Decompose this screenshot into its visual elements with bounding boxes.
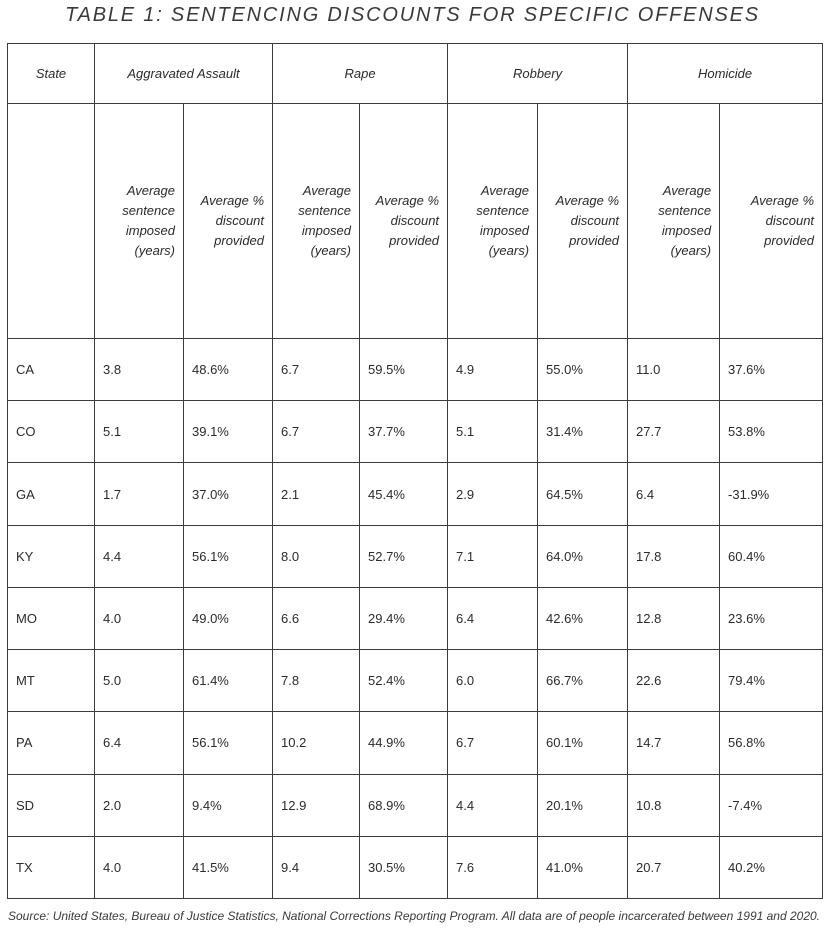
- value-cell: 56.8%: [720, 712, 823, 774]
- state-cell: PA: [8, 712, 95, 774]
- sub-header-line: provided: [214, 233, 265, 248]
- sub-header-robbery-sentence: [448, 104, 538, 339]
- value-cell: 9.4%: [184, 774, 273, 836]
- sub-header-rape-sentence: [273, 104, 360, 339]
- sub-header-homicide-sentence: [628, 104, 720, 339]
- value-cell: 4.0: [95, 587, 184, 649]
- value-cell: 37.0%: [184, 463, 273, 525]
- group-header-aggravated-assault: Aggravated Assault: [95, 44, 273, 104]
- value-cell: 39.1%: [184, 401, 273, 463]
- value-cell: -7.4%: [720, 774, 823, 836]
- value-cell: 4.4: [95, 525, 184, 587]
- value-cell: 6.7: [448, 712, 538, 774]
- sub-header-row: [8, 104, 823, 339]
- sub-header-line: imposed: [301, 223, 352, 238]
- table-row: [8, 650, 823, 712]
- value-cell: 29.4%: [360, 587, 448, 649]
- sub-header-line: Average %: [375, 193, 440, 208]
- value-cell: 6.0: [448, 650, 538, 712]
- value-cell: 31.4%: [538, 401, 628, 463]
- table-row: [8, 339, 823, 401]
- sub-header-line: sentence: [122, 203, 175, 218]
- sub-header-line: provided: [569, 233, 620, 248]
- state-cell: TX: [8, 836, 95, 898]
- group-header-rape: Rape: [273, 44, 448, 104]
- state-cell: CO: [8, 401, 95, 463]
- value-cell: 37.7%: [360, 401, 448, 463]
- sub-header-line: Average: [126, 183, 175, 198]
- value-cell: 5.1: [448, 401, 538, 463]
- table-title: TABLE 1: SENTENCING DISCOUNTS FOR SPECIFIC OFFENSES: [65, 4, 760, 26]
- value-cell: 27.7: [628, 401, 720, 463]
- sub-header-rape-discount: [360, 104, 448, 339]
- value-cell: 3.8: [95, 339, 184, 401]
- table-row: [8, 836, 823, 898]
- sub-header-aggravated-assault-discount: [184, 104, 273, 339]
- value-cell: 52.4%: [360, 650, 448, 712]
- value-cell: 60.1%: [538, 712, 628, 774]
- value-cell: 37.6%: [720, 339, 823, 401]
- state-cell: MO: [8, 587, 95, 649]
- sub-header-line: sentence: [658, 203, 712, 218]
- table-row: [8, 401, 823, 463]
- value-cell: 12.9: [273, 774, 360, 836]
- sub-header-line: (years): [488, 243, 530, 258]
- sub-header-robbery-discount: [538, 104, 628, 339]
- value-cell: 2.1: [273, 463, 360, 525]
- value-cell: 79.4%: [720, 650, 823, 712]
- sub-header-homicide-discount: [720, 104, 823, 339]
- state-cell: KY: [8, 525, 95, 587]
- value-cell: 7.6: [448, 836, 538, 898]
- value-cell: 4.0: [95, 836, 184, 898]
- value-cell: 41.5%: [184, 836, 273, 898]
- value-cell: 6.4: [448, 587, 538, 649]
- value-cell: 49.0%: [184, 587, 273, 649]
- state-sub-header-empty: [8, 104, 95, 339]
- sub-header-line: (years): [310, 243, 352, 258]
- value-cell: 23.6%: [720, 587, 823, 649]
- value-cell: 1.7: [95, 463, 184, 525]
- value-cell: 56.1%: [184, 525, 273, 587]
- value-cell: 12.8: [628, 587, 720, 649]
- value-cell: 4.4: [448, 774, 538, 836]
- state-header: State: [8, 44, 95, 104]
- sub-header-line: discount: [390, 213, 440, 228]
- value-cell: 5.0: [95, 650, 184, 712]
- value-cell: 2.9: [448, 463, 538, 525]
- sentencing-table: [7, 43, 823, 899]
- value-cell: 68.9%: [360, 774, 448, 836]
- state-cell: MT: [8, 650, 95, 712]
- value-cell: 7.1: [448, 525, 538, 587]
- value-cell: 6.6: [273, 587, 360, 649]
- value-cell: 9.4: [273, 836, 360, 898]
- value-cell: 10.8: [628, 774, 720, 836]
- state-cell: SD: [8, 774, 95, 836]
- group-header-row: [8, 44, 823, 104]
- value-cell: 30.5%: [360, 836, 448, 898]
- table-row: [8, 712, 823, 774]
- sub-header-line: Average: [480, 183, 530, 198]
- value-cell: 55.0%: [538, 339, 628, 401]
- sub-header-line: imposed: [479, 223, 530, 238]
- value-cell: 42.6%: [538, 587, 628, 649]
- value-cell: 6.4: [628, 463, 720, 525]
- value-cell: 14.7: [628, 712, 720, 774]
- value-cell: 60.4%: [720, 525, 823, 587]
- value-cell: 7.8: [273, 650, 360, 712]
- value-cell: 10.2: [273, 712, 360, 774]
- value-cell: 40.2%: [720, 836, 823, 898]
- source-note: Source: United States, Bureau of Justice Statistics, National Corrections Reporting Program. All data are of people incarcerated between 1991 and 2020.: [8, 909, 821, 923]
- sub-header-line: provided: [389, 233, 440, 248]
- sub-header-line: Average: [662, 183, 712, 198]
- value-cell: 20.7: [628, 836, 720, 898]
- state-cell: CA: [8, 339, 95, 401]
- sub-header-line: provided: [764, 233, 815, 248]
- sub-header-line: sentence: [476, 203, 530, 218]
- value-cell: 41.0%: [538, 836, 628, 898]
- state-cell: GA: [8, 463, 95, 525]
- sub-header-line: discount: [570, 213, 620, 228]
- value-cell: 8.0: [273, 525, 360, 587]
- group-header-homicide: Homicide: [628, 44, 823, 104]
- value-cell: 6.7: [273, 339, 360, 401]
- value-cell: 11.0: [628, 339, 720, 401]
- value-cell: 2.0: [95, 774, 184, 836]
- sub-header-line: (years): [134, 243, 175, 258]
- table-row: [8, 463, 823, 525]
- value-cell: 52.7%: [360, 525, 448, 587]
- sub-header-line: sentence: [298, 203, 352, 218]
- sub-header-aggravated-assault-sentence: [95, 104, 184, 339]
- sub-header-line: Average %: [200, 193, 265, 208]
- value-cell: 66.7%: [538, 650, 628, 712]
- value-cell: 48.6%: [184, 339, 273, 401]
- value-cell: 6.4: [95, 712, 184, 774]
- table-row: [8, 587, 823, 649]
- sub-header-line: (years): [670, 243, 712, 258]
- value-cell: 5.1: [95, 401, 184, 463]
- value-cell: 22.6: [628, 650, 720, 712]
- sub-header-line: Average: [302, 183, 352, 198]
- value-cell: 59.5%: [360, 339, 448, 401]
- value-cell: 45.4%: [360, 463, 448, 525]
- sub-header-line: discount: [215, 213, 265, 228]
- sub-header-line: Average %: [750, 193, 815, 208]
- value-cell: 4.9: [448, 339, 538, 401]
- sub-header-line: imposed: [125, 223, 175, 238]
- table-row: [8, 774, 823, 836]
- value-cell: 56.1%: [184, 712, 273, 774]
- value-cell: 6.7: [273, 401, 360, 463]
- sub-header-line: discount: [765, 213, 815, 228]
- sub-header-line: Average %: [555, 193, 620, 208]
- value-cell: 61.4%: [184, 650, 273, 712]
- sub-header-line: imposed: [661, 223, 712, 238]
- value-cell: 64.5%: [538, 463, 628, 525]
- table-row: [8, 525, 823, 587]
- value-cell: 53.8%: [720, 401, 823, 463]
- value-cell: -31.9%: [720, 463, 823, 525]
- group-header-robbery: Robbery: [448, 44, 628, 104]
- value-cell: 17.8: [628, 525, 720, 587]
- value-cell: 20.1%: [538, 774, 628, 836]
- value-cell: 44.9%: [360, 712, 448, 774]
- value-cell: 64.0%: [538, 525, 628, 587]
